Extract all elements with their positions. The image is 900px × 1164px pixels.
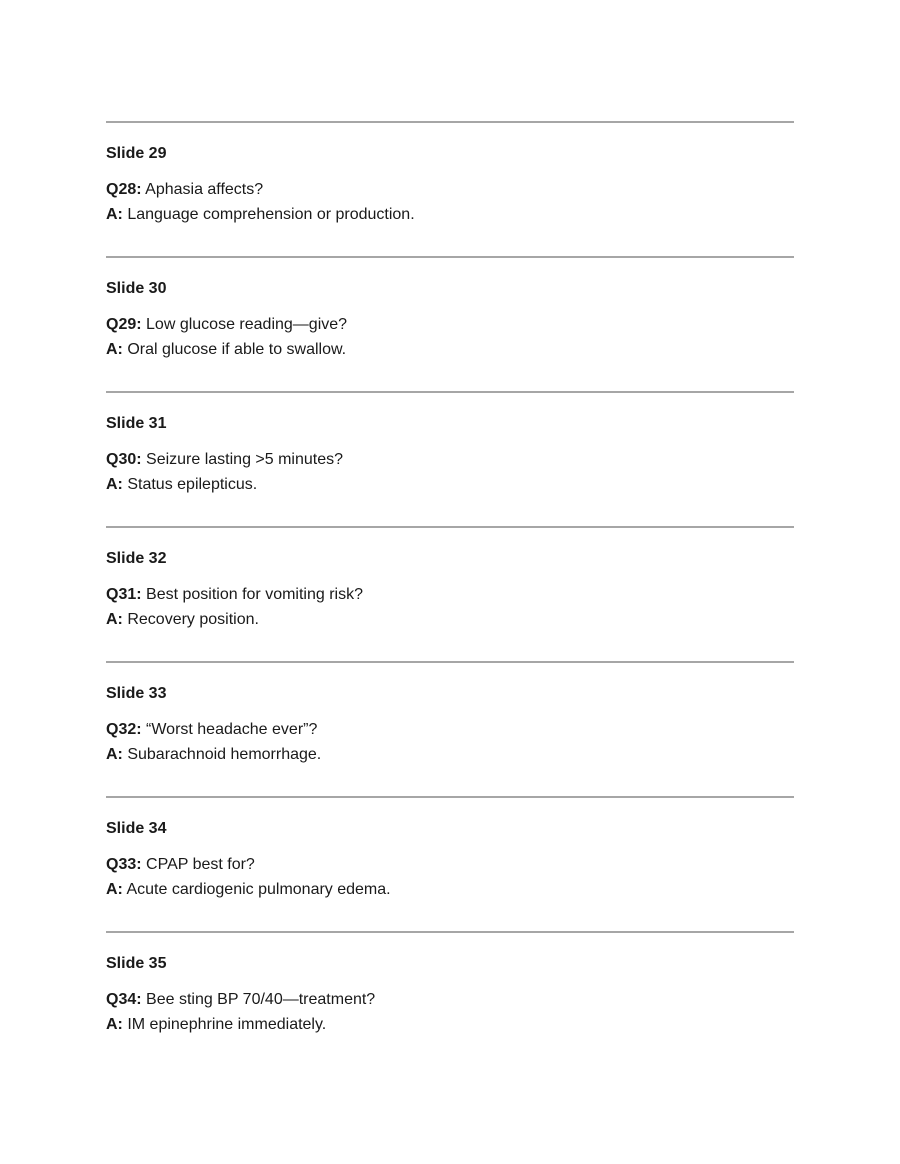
slide-title: Slide 30 xyxy=(106,280,167,297)
question-line xyxy=(106,990,375,1010)
slide-section xyxy=(106,796,794,931)
answer-tag: A: xyxy=(106,881,123,898)
answer-tag: A: xyxy=(106,341,123,358)
question-line xyxy=(106,315,347,335)
question-tag: Q29: xyxy=(106,316,142,333)
slide-section xyxy=(106,256,794,391)
answer-tag: A: xyxy=(106,476,123,493)
section-divider xyxy=(106,121,794,123)
answer-line xyxy=(106,1015,326,1035)
slide-title: Slide 29 xyxy=(106,145,167,162)
slide-title: Slide 35 xyxy=(106,955,167,972)
slide-title: Slide 31 xyxy=(106,415,167,432)
section-divider xyxy=(106,661,794,663)
answer-text: Recovery position. xyxy=(122,611,259,628)
answer-text: Status epilepticus. xyxy=(122,476,258,493)
question-tag: Q34: xyxy=(106,991,142,1008)
slide-title: Slide 33 xyxy=(106,685,167,702)
slide-title: Slide 34 xyxy=(106,820,167,837)
question-text: Best position for vomiting risk? xyxy=(141,586,363,603)
section-divider xyxy=(106,256,794,258)
slide-section xyxy=(106,526,794,661)
question-line xyxy=(106,450,343,470)
section-divider xyxy=(106,526,794,528)
question-line xyxy=(106,180,263,200)
answer-line xyxy=(106,340,346,360)
question-tag: Q33: xyxy=(106,856,142,873)
slide-title: Slide 32 xyxy=(106,550,167,567)
question-tag: Q30: xyxy=(106,451,142,468)
answer-line xyxy=(106,205,415,225)
slide-section xyxy=(106,121,794,256)
question-line xyxy=(106,585,363,605)
answer-line xyxy=(106,610,259,630)
question-tag: Q28: xyxy=(106,181,142,198)
answer-tag: A: xyxy=(106,206,123,223)
answer-text: Oral glucose if able to swallow. xyxy=(122,341,347,358)
answer-line xyxy=(106,880,391,900)
question-text: Low glucose reading—give? xyxy=(141,316,348,333)
question-text: Aphasia affects? xyxy=(141,181,264,198)
answer-line xyxy=(106,475,257,495)
question-text: Bee sting BP 70/40—treatment? xyxy=(141,991,376,1008)
slide-section xyxy=(106,391,794,526)
section-divider xyxy=(106,796,794,798)
answer-tag: A: xyxy=(106,1016,123,1033)
question-text: CPAP best for? xyxy=(141,856,255,873)
answer-text: IM epinephrine immediately. xyxy=(122,1016,327,1033)
answer-line xyxy=(106,745,321,765)
answer-text: Acute cardiogenic pulmonary edema. xyxy=(122,881,391,898)
slide-section xyxy=(106,931,794,1066)
question-tag: Q32: xyxy=(106,721,142,738)
question-text: “Worst headache ever”? xyxy=(141,721,318,738)
section-divider xyxy=(106,391,794,393)
answer-text: Language comprehension or production. xyxy=(122,206,415,223)
qa-list xyxy=(106,121,794,1066)
answer-tag: A: xyxy=(106,746,123,763)
section-divider xyxy=(106,931,794,933)
question-line xyxy=(106,720,317,740)
question-tag: Q31: xyxy=(106,586,142,603)
answer-tag: A: xyxy=(106,611,123,628)
slide-section xyxy=(106,661,794,796)
question-line xyxy=(106,855,255,875)
question-text: Seizure lasting >5 minutes? xyxy=(141,451,344,468)
answer-text: Subarachnoid hemorrhage. xyxy=(122,746,322,763)
